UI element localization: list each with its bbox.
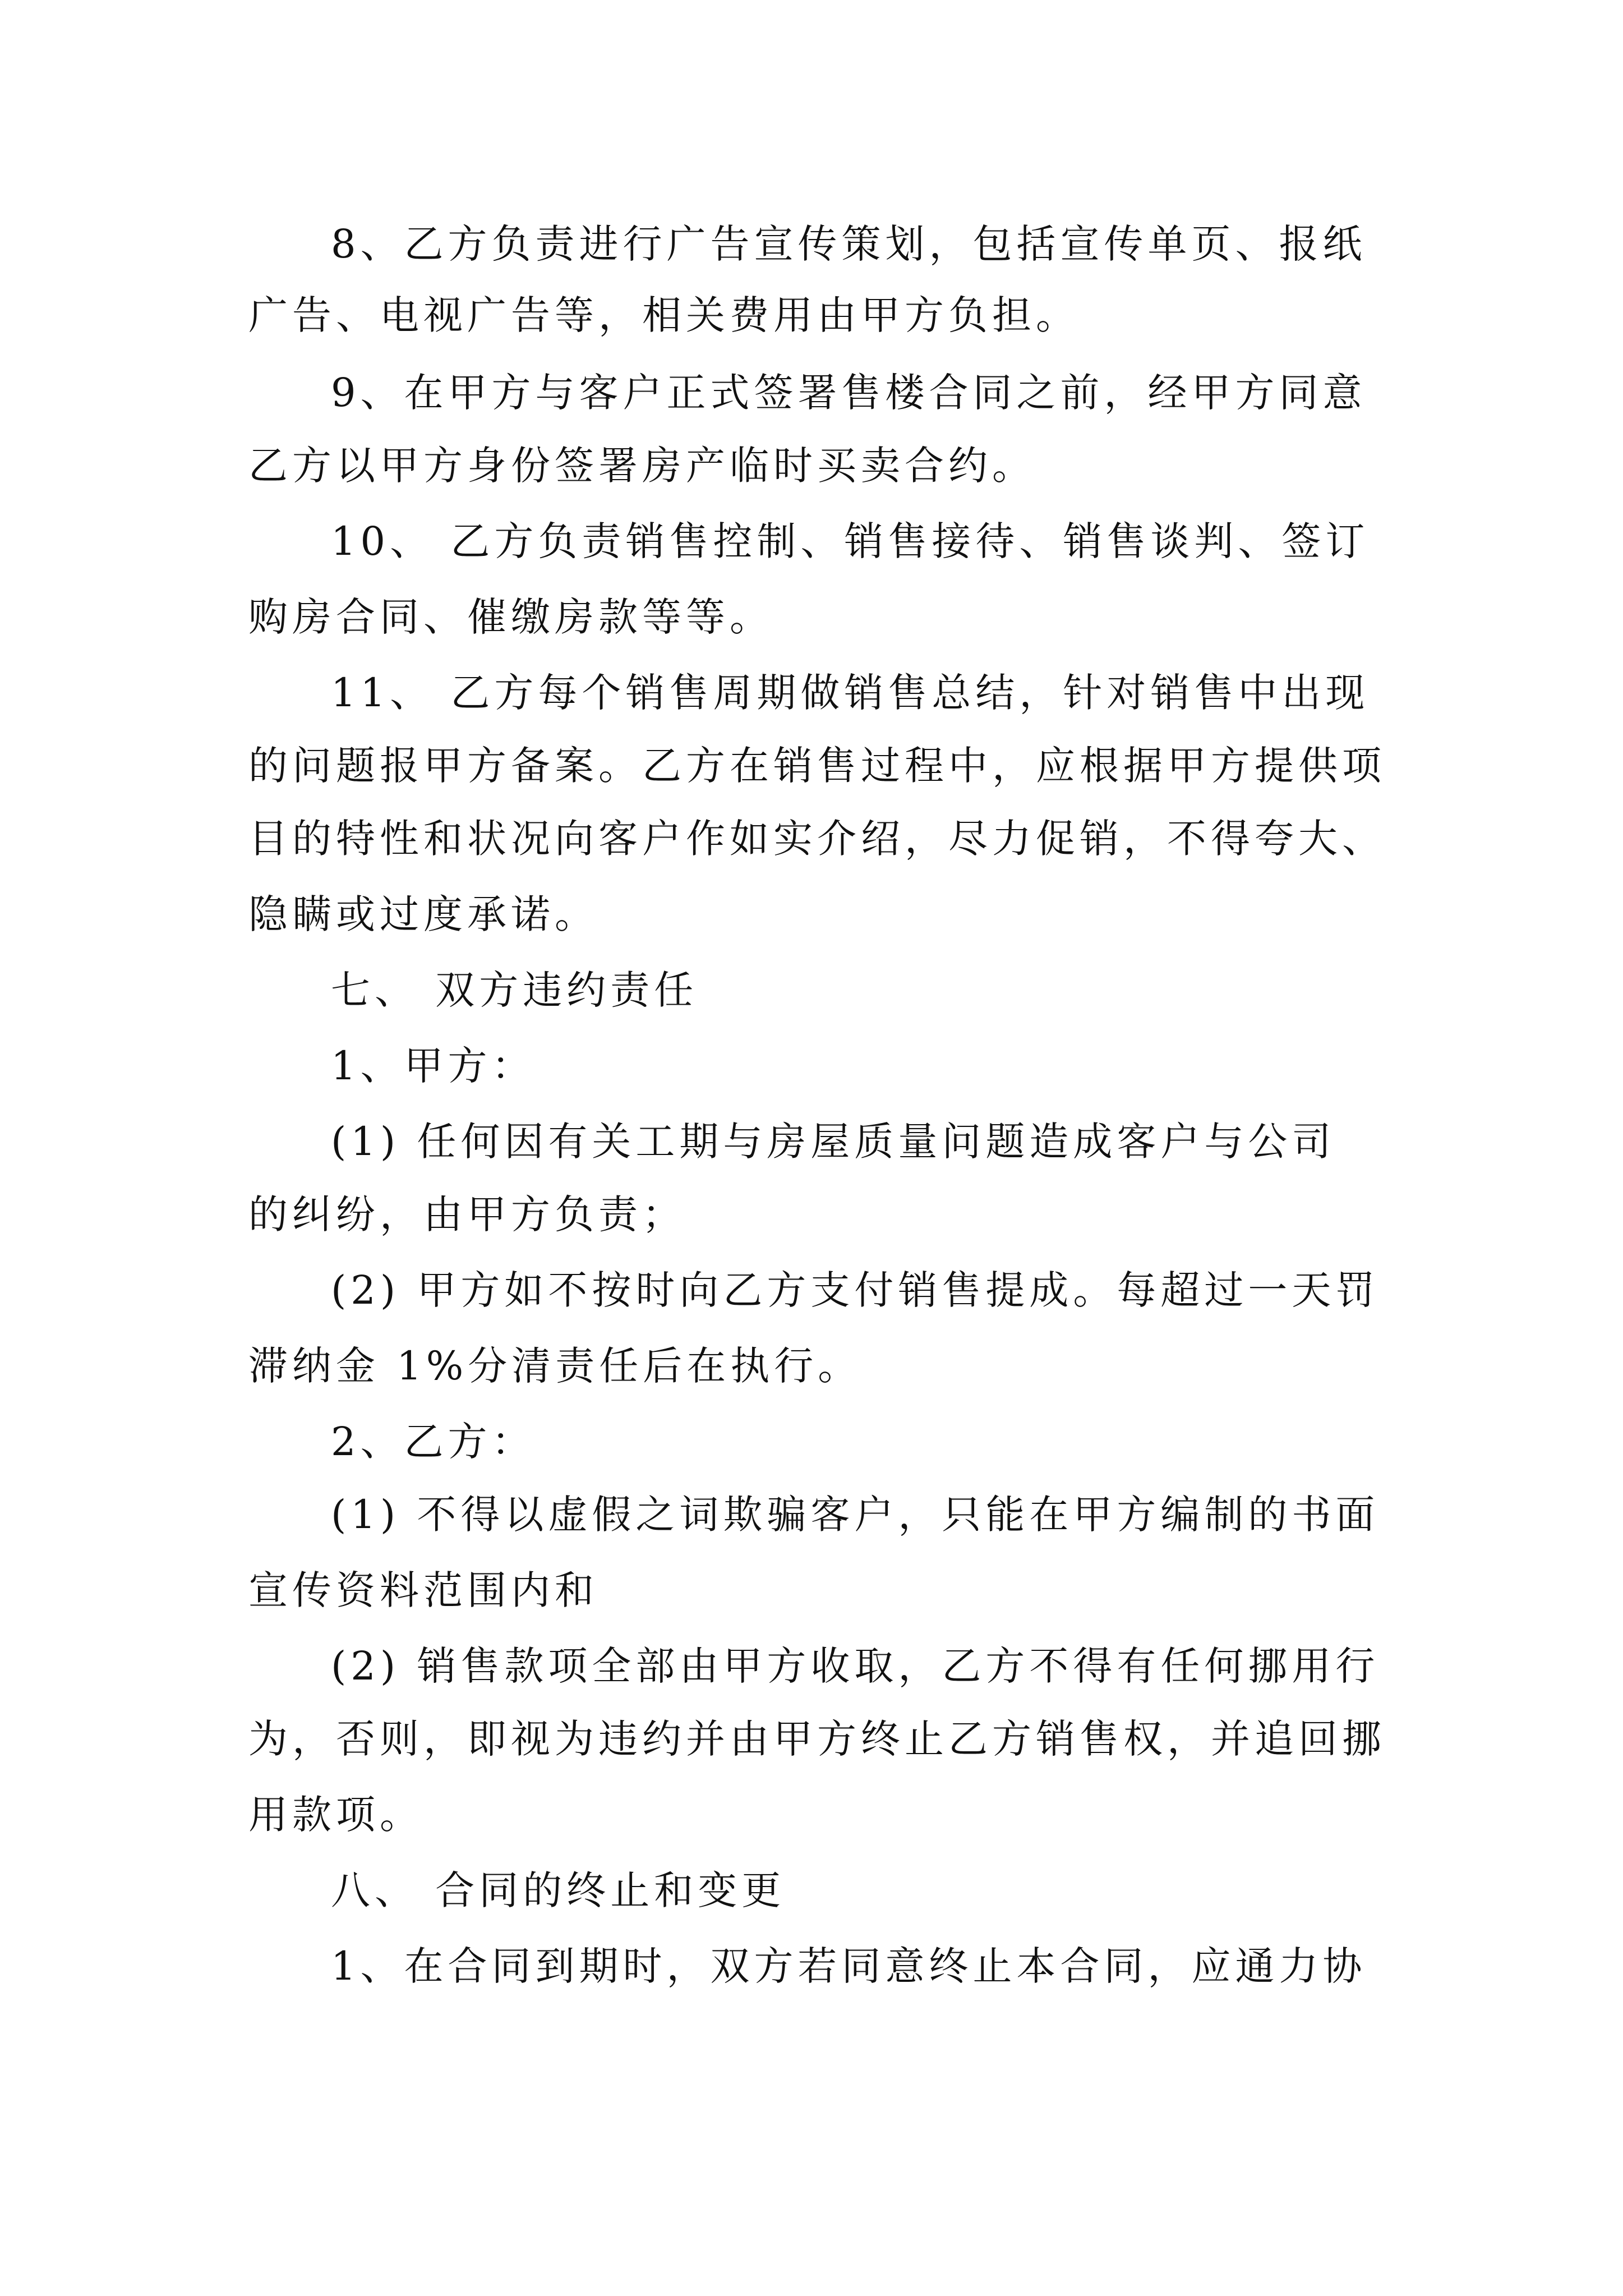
section-heading: 七、 双方违约责任: [331, 967, 698, 1013]
text-line: 宣传资料范围内和: [248, 1567, 598, 1613]
text-line: 1、在合同到期时，双方若同意终止本合同，应通力协: [331, 1943, 1367, 1989]
text-line: 2、乙方：: [331, 1419, 536, 1465]
text-line: 目的特性和状况向客户作如实介绍，尽力促销，不得夸大、: [248, 816, 1386, 862]
text-line: (1) 任何因有关工期与房屋质量问题造成客户与公司: [331, 1119, 1336, 1165]
text-line: 8、乙方负责进行广告宣传策划，包括宣传单页、报纸: [331, 221, 1367, 267]
text-line: 9、在甲方与客户正式签署售楼合同之前，经甲方同意: [331, 370, 1367, 416]
text-line: 滞纳金 1%分清责任后在执行。: [248, 1343, 862, 1389]
text-line: 用款项。: [248, 1792, 423, 1838]
text-line: 隐瞒或过度承诺。: [248, 891, 598, 937]
text-line: (2) 销售款项全部由甲方收取，乙方不得有任何挪用行: [331, 1643, 1380, 1689]
text-line: 广告、电视广告等，相关费用由甲方负担。: [248, 292, 1080, 338]
text-line: 1、甲方：: [331, 1043, 536, 1089]
text-line: (1) 不得以虚假之词欺骗客户，只能在甲方编制的书面: [331, 1492, 1380, 1538]
text-line: 10、 乙方负责销售控制、销售接待、销售谈判、签订: [331, 518, 1370, 564]
text-line: 的纠纷，由甲方负责；: [248, 1191, 686, 1237]
section-heading: 八、 合同的终止和变更: [331, 1867, 786, 1913]
text-line: 为，否则，即视为违约并由甲方终止乙方销售权，并追回挪: [248, 1716, 1386, 1762]
text-line: 购房合同、催缴房款等等。: [248, 594, 773, 640]
text-line: 11、 乙方每个销售周期做销售总结，针对销售中出现: [331, 670, 1370, 716]
text-line: (2) 甲方如不按时向乙方支付销售提成。每超过一天罚: [331, 1267, 1380, 1313]
text-line: 的问题报甲方备案。乙方在销售过程中，应根据甲方提供项: [248, 743, 1386, 789]
text-line: 乙方以甲方身份签署房产临时买卖合约。: [248, 443, 1036, 489]
